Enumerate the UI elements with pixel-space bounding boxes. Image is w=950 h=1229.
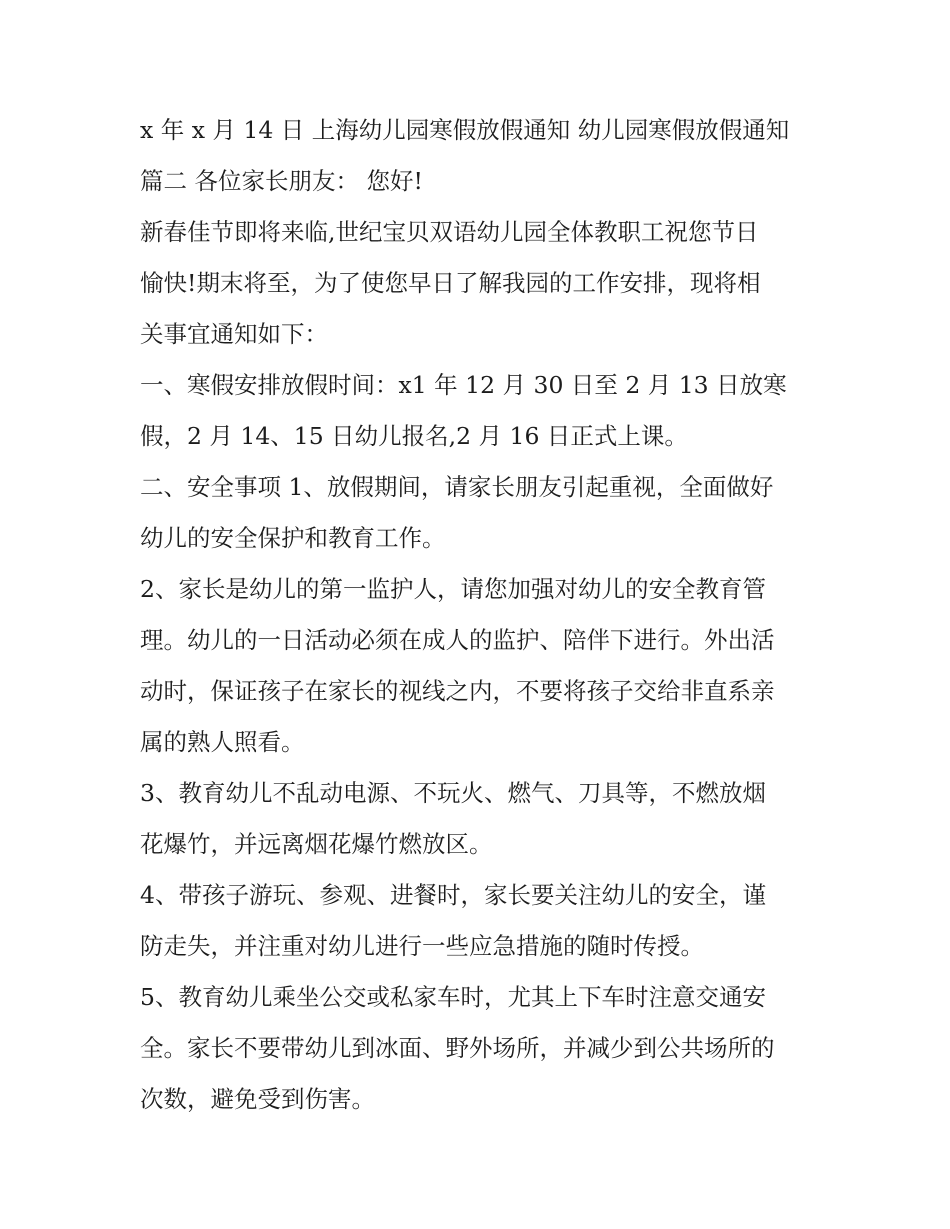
text-line: 一、寒假安排放假时间：x1 年 12 月 30 日至 2 月 13 日放寒: [140, 371, 787, 399]
text-line: x 年 x 月 14 日 上海幼儿园寒假放假通知 幼儿园寒假放假通知: [140, 116, 790, 144]
section-one-holiday-schedule: [140, 360, 820, 462]
notice-header: [140, 105, 820, 207]
text-line: 花爆竹，并远离烟花爆竹燃放区。: [140, 830, 493, 858]
intro-paragraph: [140, 207, 820, 360]
text-line: 篇二 各位家长朋友： 您好!: [140, 167, 423, 195]
text-line: 新春佳节即将来临,世纪宝贝双语幼儿园全体教职工祝您节日: [140, 218, 759, 246]
text-line: 二、安全事项 1、放假期间，请家长朋友引起重视，全面做好: [140, 473, 774, 501]
safety-item-5: [140, 972, 820, 1125]
text-line: 关事宜通知如下：: [140, 320, 328, 348]
text-line: 3、教育幼儿不乱动电源、不玩火、燃气、刀具等，不燃放烟: [140, 779, 766, 807]
text-line: 防走失，并注重对幼儿进行一些应急措施的随时传授。: [140, 932, 704, 960]
text-line: 全。家长不要带幼儿到冰面、野外场所，并减少到公共场所的: [140, 1034, 775, 1062]
document-body: [140, 105, 820, 1125]
text-line: 次数，避免受到伤害。: [140, 1085, 375, 1113]
text-line: 5、教育幼儿乘坐公交或私家车时，尤其上下车时注意交通安: [140, 983, 766, 1011]
section-two-safety-item-1: [140, 462, 820, 564]
safety-item-3: [140, 768, 820, 870]
text-line: 动时，保证孩子在家长的视线之内，不要将孩子交给非直系亲: [140, 677, 775, 705]
text-line: 幼儿的安全保护和教育工作。: [140, 524, 446, 552]
safety-item-2: [140, 564, 820, 768]
text-line: 理。幼儿的一日活动必须在成人的监护、陪伴下进行。外出活: [140, 626, 775, 654]
text-line: 2、家长是幼儿的第一监护人，请您加强对幼儿的安全教育管: [140, 575, 766, 603]
safety-item-4: [140, 870, 820, 972]
text-line: 4、带孩子游玩、参观、进餐时，家长要关注幼儿的安全，谨: [140, 881, 766, 909]
text-line: 属的熟人照看。: [140, 728, 305, 756]
text-line: 假，2 月 14、15 日幼儿报名,2 月 16 日正式上课。: [140, 422, 688, 450]
text-line: 愉快!期末将至，为了使您早日了解我园的工作安排，现将相: [140, 269, 761, 297]
